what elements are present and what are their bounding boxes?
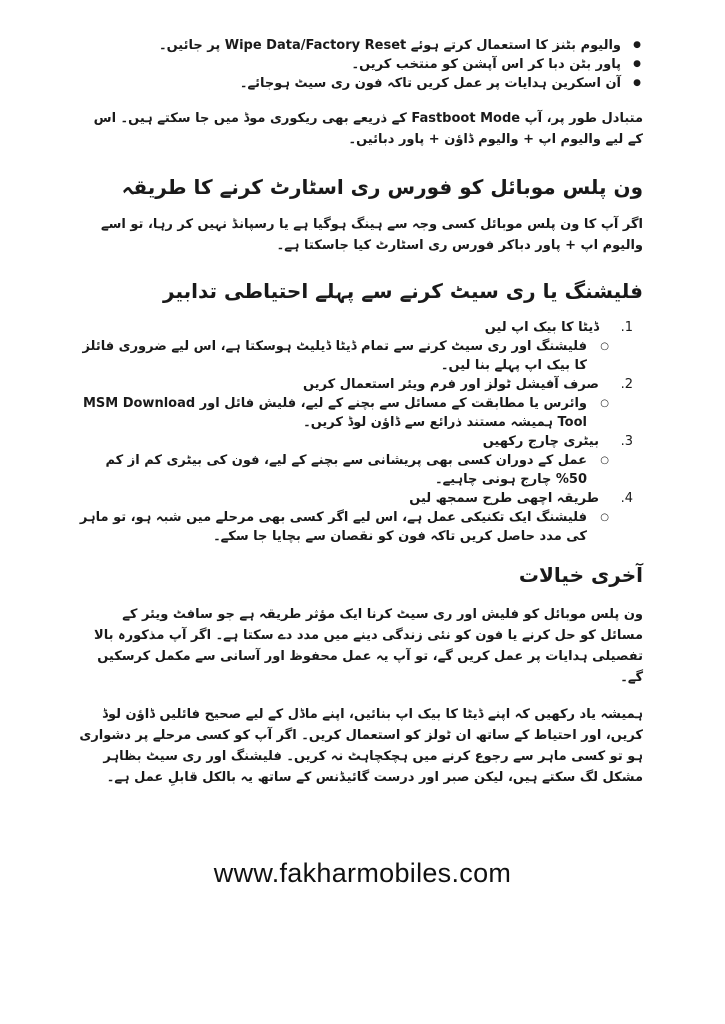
item-number: 3. (620, 434, 633, 449)
precaution-item (78, 375, 643, 432)
item-detail: ○ فلیشنگ اور ری سیٹ کرنے سے تمام ڈیٹا ڈیلیٹ ہوسکتا ہے، اس لیے ضروری فائلز کا بیک اپ پہلے بنا لیں۔ (78, 337, 615, 375)
final-thoughts-heading: آخری خیالات (518, 563, 643, 587)
final-thoughts-paragraph-2: ہمیشہ یاد رکھیں کہ اپنے ڈیٹا کا بیک اپ بنائیں، اپنے ماڈل کے لیے صحیح فائلیں ڈاؤن لوڈ کریں، اور احتیاط کے ساتھ ان ٹولز کو استعمال کریں۔ اگر آپ کو کسی مرحلے پر دشواری ہو تو کسی ماہر سے رجوع کرنے میں ہچکچاہٹ نہ کریں۔ فلیشنگ اور ری سیٹ بظاہر مشکل لگ سکتے ہیں، لیکن صبر اور درست گائیڈنس کے ساتھ یہ بالکل قابلِ عمل ہے۔ (79, 707, 643, 785)
list-item: ● والیوم بٹنز کا استعمال کرتے ہوئے Wipe Data/Factory Reset پر جائیں۔ (78, 36, 643, 55)
item-number: 4. (620, 491, 633, 506)
fastboot-section (78, 108, 643, 150)
final-thoughts-section (78, 560, 643, 788)
list-item: ● پاور بٹن دبا کر اس آپشن کو منتخب کریں۔ (78, 55, 643, 74)
recovery-steps-list (78, 36, 643, 93)
website-footer: www.fakharmobiles.com (213, 858, 512, 888)
final-thoughts-paragraph-1: ون پلس موبائل کو فلیش اور ری سیٹ کرنا ایک مؤثر طریقہ ہے جو سافٹ ویئر کے مسائل کو حل کرنے یا فون کو نئی زندگی دینے میں مدد دے سکتا ہے۔ اگر آپ مذکورہ بالا تفصیلی ہدایات پر عمل کریں گے، تو آپ یہ عمل محفوظ اور آسانی سے مکمل کرسکیں گے۔ (94, 607, 643, 685)
item-title: بیٹری چارج رکھیں (482, 434, 599, 449)
item-detail: ○ فلیشنگ ایک تکنیکی عمل ہے، اس لیے اگر کسی بھی مرحلے میں شبہ ہو، تو ماہر کی مدد حاصل کریں تاکہ فون کو نقصان سے بچایا جا سکے۔ (78, 508, 615, 546)
precaution-item (78, 432, 643, 489)
item-number: 2. (620, 377, 633, 392)
item-title: طریقہ اچھی طرح سمجھ لیں (409, 491, 599, 506)
list-item: ● آن اسکرین ہدایات پر عمل کریں تاکہ فون ری سیٹ ہوجائے۔ (78, 74, 643, 93)
force-restart-heading: ون پلس موبائل کو فورس ری اسٹارٹ کرنے کا طریقہ (121, 175, 643, 199)
fastboot-paragraph: متبادل طور پر، آپ Fastboot Mode کے ذریعے بھی ریکوری موڈ میں جا سکتے ہیں۔ اس کے لیے والیوم اپ + والیوم ڈاؤن + پاور دبائیں۔ (93, 111, 643, 147)
precautions-heading: فلیشنگ یا ری سیٹ کرنے سے پہلے احتیاطی تدابیر (163, 279, 643, 303)
precautions-section (78, 276, 643, 546)
item-detail: ○ وائرس یا مطابقت کے مسائل سے بچنے کے لیے، فلیش فائل اور MSM Download Tool ہمیشہ مستند ذرائع سے ڈاؤن لوڈ کریں۔ (78, 394, 615, 432)
item-number: 1. (620, 320, 633, 335)
force-restart-section (78, 172, 643, 256)
precaution-item (78, 318, 643, 375)
item-title: ڈیٹا کا بیک اپ لیں (484, 320, 599, 335)
force-restart-paragraph: اگر آپ کا ون پلس موبائل کسی وجہ سے ہینگ ہوگیا ہے یا رسپانڈ نہیں کر رہا، تو اسے والیوم اپ + پاور دباکر فورس ری اسٹارٹ کیا جاسکتا ہے۔ (101, 217, 643, 253)
item-detail: ○ عمل کے دوران کسی بھی پریشانی سے بچنے کے لیے، فون کی بیٹری کم از کم 50% چارج ہونی چاہیے۔ (78, 451, 615, 489)
precaution-item (78, 489, 643, 546)
item-title: صرف آفیشل ٹولز اور فرم ویئر استعمال کریں (302, 377, 599, 392)
